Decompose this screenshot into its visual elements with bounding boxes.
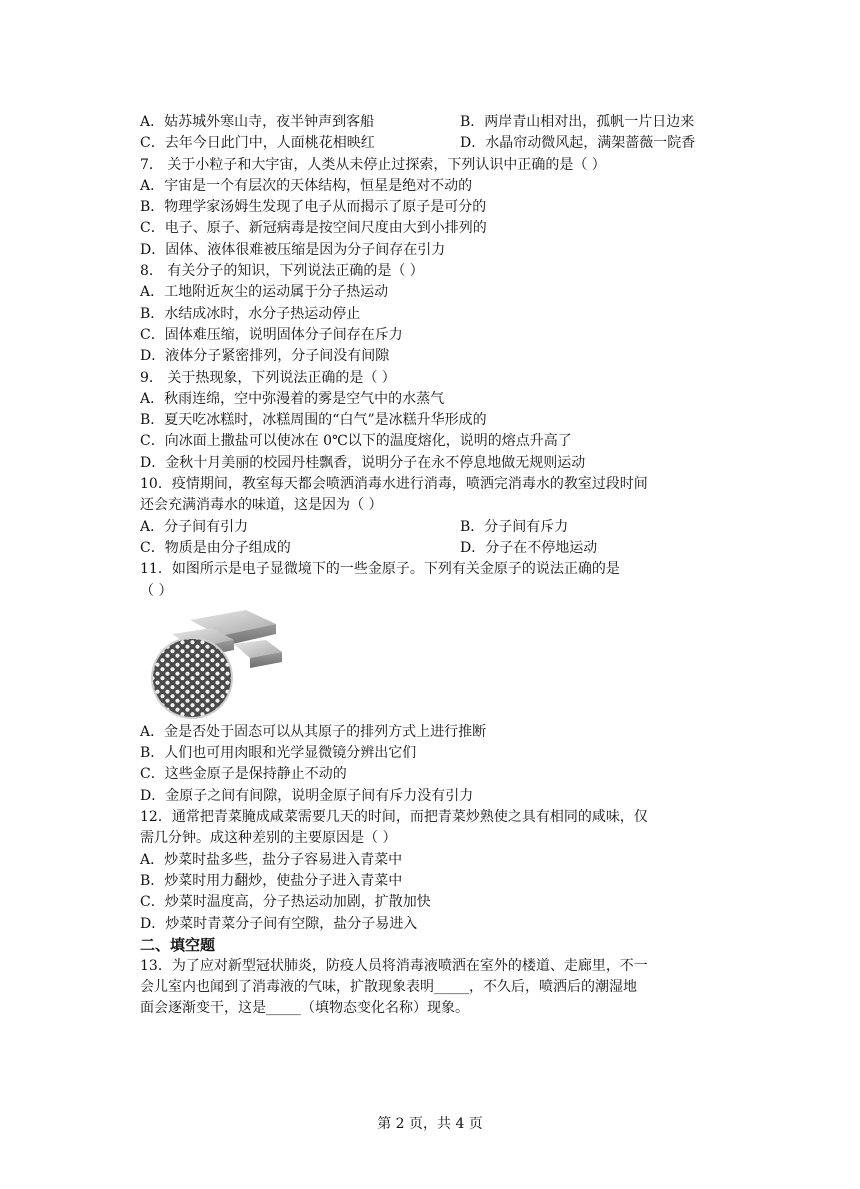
q13-line1: 13．为了应对新型冠状肺炎，防疫人员将消毒液喷洒在室外的楼道、走廊里，不一	[140, 957, 648, 974]
q8-option-c: C．固体难压缩，说明固体分子间存在斥力	[140, 326, 403, 343]
q10-option-a: A．分子间有引力	[140, 518, 249, 535]
q11-option-b: B．人们也可用肉眼和光学显微镜分辨出它们	[140, 745, 417, 762]
q6-options-row1	[140, 112, 722, 133]
q10-options-row2	[140, 538, 722, 559]
q10-option-c: C．物质是由分子组成的	[140, 539, 291, 556]
q11-stem-line2: （ ）	[140, 582, 173, 599]
q10-stem-line1: 10．疫情期间，教室每天都会喷洒消毒水进行消毒，喷洒完消毒水的教室过段时间	[140, 476, 648, 493]
section-title-fill-in: 二、填空题	[140, 935, 216, 954]
q7-option-c: C．电子、原子、新冠病毒是按空间尺度由大到小排列的	[140, 220, 487, 237]
q8-option-a: A．工地附近灰尘的运动属于分子热运动	[140, 284, 389, 301]
page-footer: 第 2 页，共 4 页	[377, 1116, 483, 1132]
q6-option-a: A．姑苏城外寒山寺，夜半钟声到客船	[140, 114, 375, 130]
gold-atoms-illustration	[150, 604, 290, 722]
q11-option-c: C．这些金原子是保持静止不动的	[140, 766, 347, 783]
q10-options-row1	[140, 517, 722, 538]
q12-option-c: C．炒菜时温度高，分子热运动加剧，扩散加快	[140, 894, 431, 911]
q9-option-c: C．向冰面上撒盐可以使冰在 0℃以下的温度熔化，说明的熔点升高了	[140, 433, 572, 450]
q11-stem-line1: 11．如图所示是电子显微境下的一些金原子。下列有关金原子的说法正确的是	[140, 561, 620, 578]
exam-page	[140, 112, 722, 1020]
q6-option-d: D．水晶帘动微风起，满架蔷薇一院香	[460, 135, 696, 152]
q7-option-d: D．固体、液体很难被压缩是因为分子间存在引力	[140, 241, 446, 258]
q12-stem-line2: 需几分钟。成这种差别的主要原因是（ ）	[140, 830, 397, 847]
q7-option-b: B．物理学家汤姆生发现了电子从而揭示了原子是可分的	[140, 199, 487, 216]
q8-option-d: D．液体分子紧密排列，分子间没有间隙	[140, 348, 390, 365]
q11-option-d: D．金原子之间有间隙，说明金原子间有斥力没有引力	[140, 787, 474, 804]
q6-option-b: B．两岸青山相对出，孤帆一片日边来	[460, 114, 695, 130]
q13-line2: 会儿室内也闻到了消毒液的气味，扩散现象表明_____，不久后，喷洒后的潮湿地	[140, 979, 637, 996]
q9-option-d: D．金秋十月美丽的校园丹桂飘香，说明分子在永不停息地做无规则运动	[140, 454, 586, 471]
q10-stem-line2: 还会充满消毒水的味道，这是因为（ ）	[140, 497, 383, 514]
q6-options-row2	[140, 133, 722, 154]
q12-option-a: A．炒菜时盐多些，盐分子容易进入青菜中	[140, 851, 403, 868]
q8-option-b: B．水结成冰时，水分子热运动停止	[140, 305, 361, 322]
q11-option-a: A．金是否处于固态可以从其原子的排列方式上进行推断	[140, 723, 487, 740]
q12-option-b: B．炒菜时用力翻炒，使盐分子进入青菜中	[140, 872, 403, 889]
q7-option-a: A．宇宙是一个有层次的天体结构，恒星是绝对不动的	[140, 177, 473, 194]
q12-stem-line1: 12．通常把青菜腌成咸菜需要几天的时间，而把青菜炒熟使之具有相同的咸味，仅	[140, 809, 648, 826]
q10-option-d: D．分子在不停地运动	[460, 539, 598, 556]
gold-atoms-figure	[150, 604, 290, 722]
q9-option-a: A．秋雨连绵，空中弥漫着的雾是空气中的水蒸气	[140, 390, 445, 407]
q7-stem: 7． 关于小粒子和大宇宙，人类从未停止过探索，下列认识中正确的是（ ）	[140, 156, 606, 173]
q9-stem: 9． 关于热现象，下列说法正确的是（ ）	[140, 369, 396, 386]
q6-option-c: C．去年今日此门中，人面桃花相映红	[140, 135, 375, 152]
q12-option-d: D．炒菜时青菜分子间有空隙，盐分子易进入	[140, 915, 418, 932]
q9-option-b: B．夏天吃冰糕时，冰糕周围的“白气”是冰糕升华形成的	[140, 412, 487, 429]
q10-option-b: B．分子间有斥力	[460, 518, 569, 535]
q8-stem: 8． 有关分子的知识，下列说法正确的是（ ）	[140, 263, 424, 280]
q13-line3: 面会逐渐变干，这是_____（填物态变化名称）现象。	[140, 1000, 469, 1017]
